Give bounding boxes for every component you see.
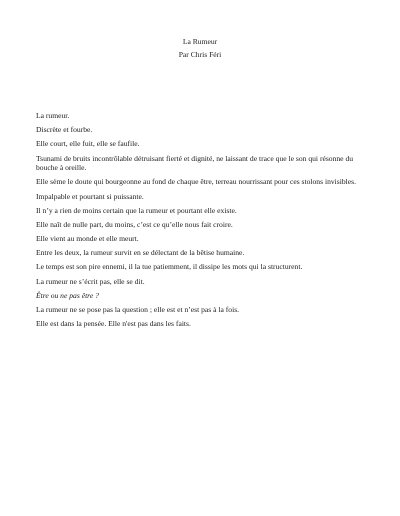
- document-body: [36, 111, 368, 333]
- paragraph: La rumeur ne se pose pas la question ; elle est et n’est pas à la fois.: [36, 305, 240, 315]
- document-title: La Rumeur: [182, 37, 218, 46]
- paragraph: Elle sème le doute qui bourgeonne au fond de chaque être, terreau nourrissant pour ces stolons invisibles.: [36, 177, 356, 187]
- paragraph: Tsunami de bruits incontrôlable détruisant fierté et dignité, ne laissant de trace que le son qui résonne du bouche à oreille.: [36, 153, 354, 173]
- paragraph: Le temps est son pire ennemi, il la tue patiemment, il dissipe les mots qui la structurent.: [36, 262, 303, 272]
- paragraph: La rumeur.: [36, 111, 70, 120]
- paragraph: Elle naît de nulle part, du moins, c’est ce qu’elle nous fait croire.: [36, 219, 233, 229]
- paragraph: La rumeur ne s’écrit pas, elle se dit.: [36, 276, 145, 286]
- paragraph: Elle est dans la pensée. Elle n'est pas dans les faits.: [36, 319, 191, 329]
- paragraph: Elle vient au monde et elle meurt.: [36, 234, 139, 244]
- document-author: Par Chris Féri: [178, 49, 222, 59]
- paragraph: Il n’y a rien de moins certain que la rumeur et pourtant elle existe.: [36, 205, 237, 215]
- paragraph: Entre les deux, la rumeur survit en se délectant de la bêtise humaine.: [36, 248, 245, 258]
- paragraph: Elle court, elle fuit, elle se faufile.: [36, 139, 140, 149]
- paragraph: Discrète et fourbe.: [36, 125, 93, 135]
- paragraph: Impalpable et pourtant si puissante.: [36, 191, 144, 201]
- title-block: [0, 36, 400, 61]
- paragraph-italic-question: Être ou ne pas être ?: [36, 290, 99, 300]
